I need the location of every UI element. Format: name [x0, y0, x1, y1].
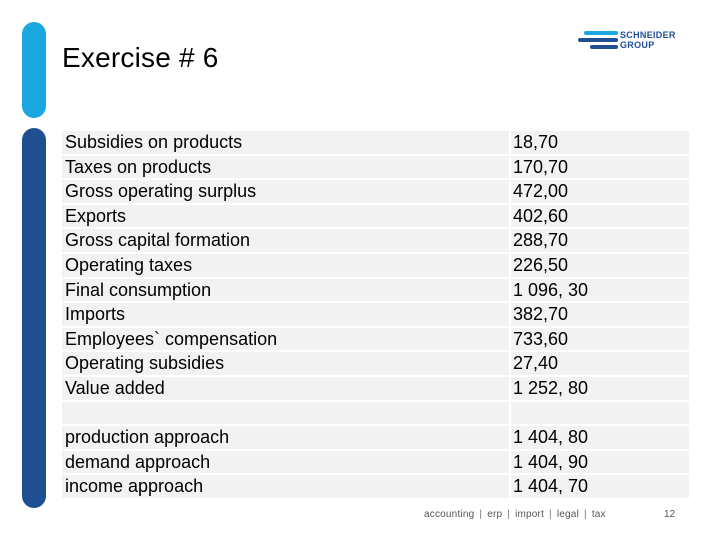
row-label: Taxes on products	[62, 156, 511, 179]
row-value: 402,60	[511, 205, 689, 228]
row-label: demand approach	[62, 451, 511, 474]
row-value: 1 404, 80	[511, 426, 689, 449]
table-row	[62, 131, 689, 154]
row-label: Imports	[62, 303, 511, 326]
row-value: 288,70	[511, 229, 689, 252]
table-row	[62, 254, 689, 277]
row-label: Gross capital formation	[62, 229, 511, 252]
footer-link-accounting[interactable]: accounting	[424, 509, 475, 520]
logo-text	[620, 30, 676, 50]
row-label: Gross operating surplus	[62, 180, 511, 203]
row-label: production approach	[62, 426, 511, 449]
table-row	[62, 205, 689, 228]
row-value: 1 404, 70	[511, 475, 689, 498]
row-value: 1 096, 30	[511, 279, 689, 302]
footer-separator: |	[507, 509, 511, 520]
footer-separator: |	[549, 509, 552, 520]
table-row	[62, 426, 689, 449]
row-label: Value added	[62, 377, 511, 400]
row-label: Exports	[62, 205, 511, 228]
table-row	[62, 229, 689, 252]
row-label: Employees` compensation	[62, 328, 511, 351]
footer-separator: |	[479, 509, 483, 520]
footer-link-erp[interactable]: erp	[487, 509, 503, 520]
table-row	[62, 279, 689, 302]
row-label: Subsidies on products	[62, 131, 511, 154]
row-value: 472,00	[511, 180, 689, 203]
gdp-table	[62, 129, 689, 500]
footer-separator: |	[584, 509, 587, 520]
footer-links	[424, 509, 606, 520]
row-label: Final consumption	[62, 279, 511, 302]
table-row	[62, 475, 689, 498]
row-value: 382,70	[511, 303, 689, 326]
row-value: 1 252, 80	[511, 377, 689, 400]
table-row	[62, 377, 689, 400]
logo-line-2: GROUP	[620, 40, 655, 50]
accent-bar-main	[22, 128, 46, 508]
row-label: Operating subsidies	[62, 352, 511, 375]
footer-link-tax[interactable]: tax	[591, 509, 606, 520]
row-value: 1 404, 90	[511, 451, 689, 474]
row-value: 170,70	[511, 156, 689, 179]
footer-link-import[interactable]: import	[515, 509, 545, 520]
row-value: 18,70	[511, 131, 689, 154]
row-label: income approach	[62, 475, 511, 498]
page-title: Exercise # 6	[62, 42, 219, 73]
table-row	[62, 180, 689, 203]
row-label	[62, 402, 511, 425]
table-row	[62, 156, 689, 179]
accent-bar-top	[22, 22, 46, 118]
row-value: 27,40	[511, 352, 689, 375]
footer-link-legal[interactable]: legal	[556, 509, 579, 520]
row-label: Operating taxes	[62, 254, 511, 277]
table-row	[62, 402, 689, 425]
page-number: 12	[664, 509, 676, 520]
table-row	[62, 352, 689, 375]
row-value: 733,60	[511, 328, 689, 351]
row-value: 226,50	[511, 254, 689, 277]
table-row	[62, 303, 689, 326]
table-row	[62, 328, 689, 351]
table-row	[62, 451, 689, 474]
logo-line-1: SCHNEIDER	[620, 30, 676, 40]
row-value	[511, 402, 689, 425]
